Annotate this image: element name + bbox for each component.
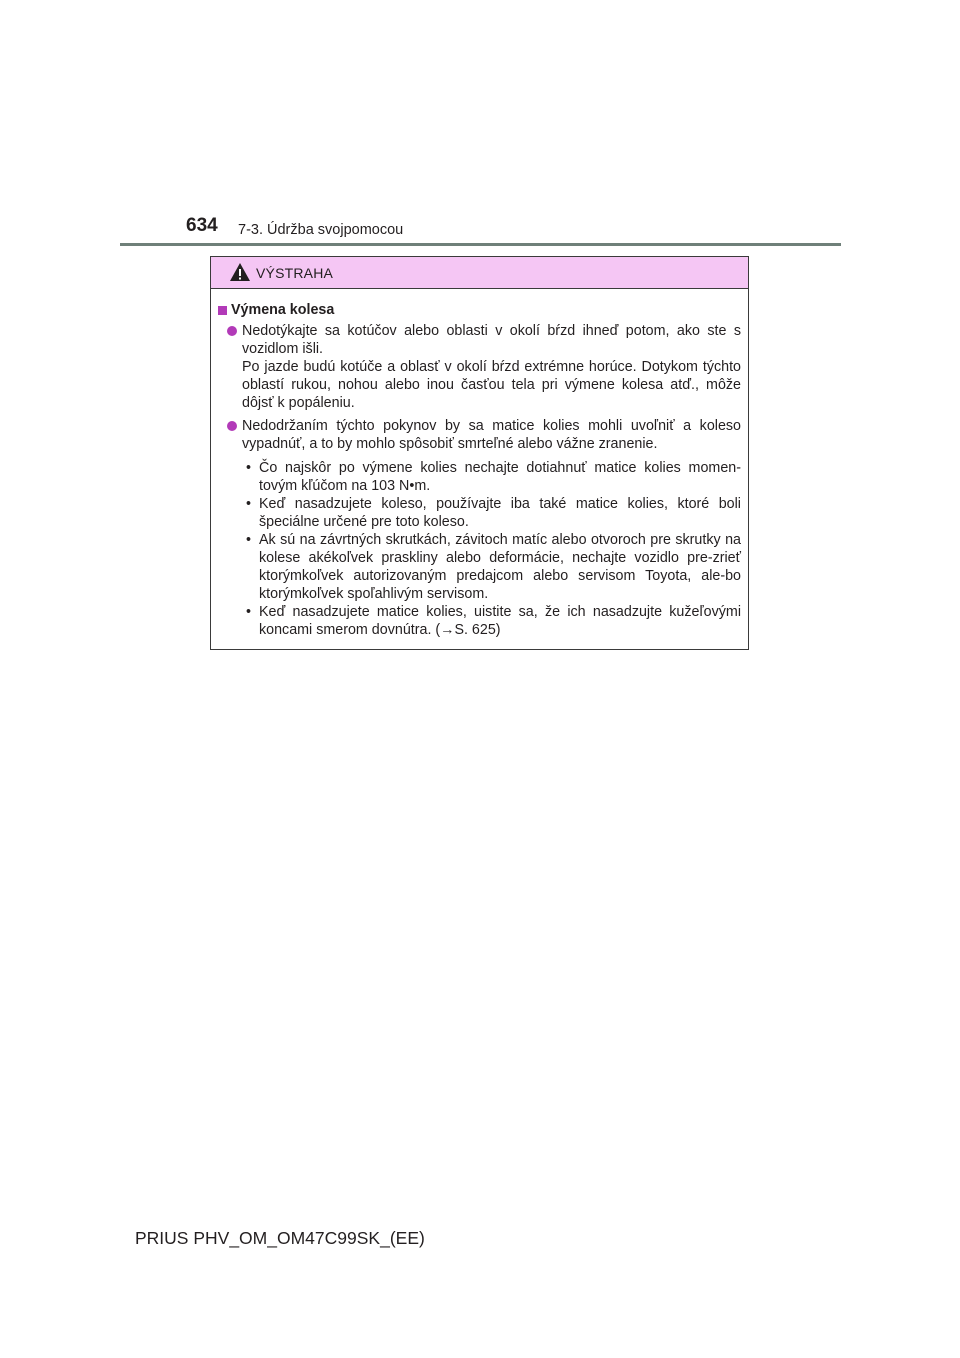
section-title: 7-3. Údržba svojpomocou: [238, 222, 404, 238]
sub-list-item: [242, 603, 741, 639]
square-bullet-icon: [218, 306, 227, 315]
warning-header: [211, 257, 748, 289]
document-code: PRIUS PHV_OM_OM47C99SK_(EE): [135, 1228, 425, 1248]
sub-list: [242, 459, 741, 639]
circle-bullet-icon: [227, 326, 237, 336]
warning-triangle-icon: [229, 262, 251, 282]
dot-bullet-icon: •: [246, 496, 252, 512]
sub-item-text: Keď nasadzujete matice kolies, uistite sa, že ich nasadzujte kužeľovými koncami smerom dovnútra. (→S. 625): [259, 604, 741, 638]
page-number: 634: [186, 215, 218, 236]
sub-list-item: [242, 531, 741, 603]
dot-bullet-icon: •: [246, 460, 252, 476]
topic-title: Výmena kolesa: [231, 302, 335, 318]
warning-topic: [217, 301, 741, 319]
sub-list-item: [242, 459, 741, 495]
item-paragraph: Nedotýkajte sa kotúčov alebo oblasti v okolí bŕzd ihneď potom, ako ste s vozidlom išli.: [242, 323, 741, 357]
sub-item-text: Čo najskôr po výmene kolies nechajte dotiahnuť matice kolies momen-tovým kľúčom na 103 N•m.: [259, 460, 741, 494]
warning-label: VÝSTRAHA: [256, 265, 334, 281]
dot-bullet-icon: •: [246, 532, 252, 548]
warning-item: [217, 417, 741, 639]
item-paragraph: Po jazde budú kotúče a oblasť v okolí bŕzd extrémne horúce. Dotykom týchto oblastí rukou, nohou alebo inou časťou tela pri výmene kolesa atď., môže dôjsť k popáleniu.: [242, 359, 741, 411]
sub-item-text: Keď nasadzujete koleso, používajte iba také matice kolies, ktoré boli špeciálne určené pre toto koleso.: [259, 496, 741, 530]
sub-list-item: [242, 495, 741, 531]
header-rule: [120, 243, 841, 246]
warning-box: [210, 256, 749, 650]
warning-body: [211, 289, 748, 639]
warning-item: [217, 322, 741, 412]
item-paragraph: Nedodržaním týchto pokynov by sa matice kolies mohli uvoľniť a koleso vypadnúť, a to by mohlo spôsobiť smrteľné alebo vážne zranenie.: [242, 418, 741, 452]
circle-bullet-icon: [227, 421, 237, 431]
dot-bullet-icon: •: [246, 604, 252, 620]
sub-item-text: Ak sú na závrtných skrutkách, závitoch matíc alebo otvoroch pre skrutky na kolese akékoľvek praskliny alebo deformácie, nechajte vozidlo pre-zrieť ktorýmkoľvek autorizovaným predajcom alebo servisom Toyota, ale-bo ktorýmkoľvek spoľahlivým servisom.: [259, 532, 741, 602]
